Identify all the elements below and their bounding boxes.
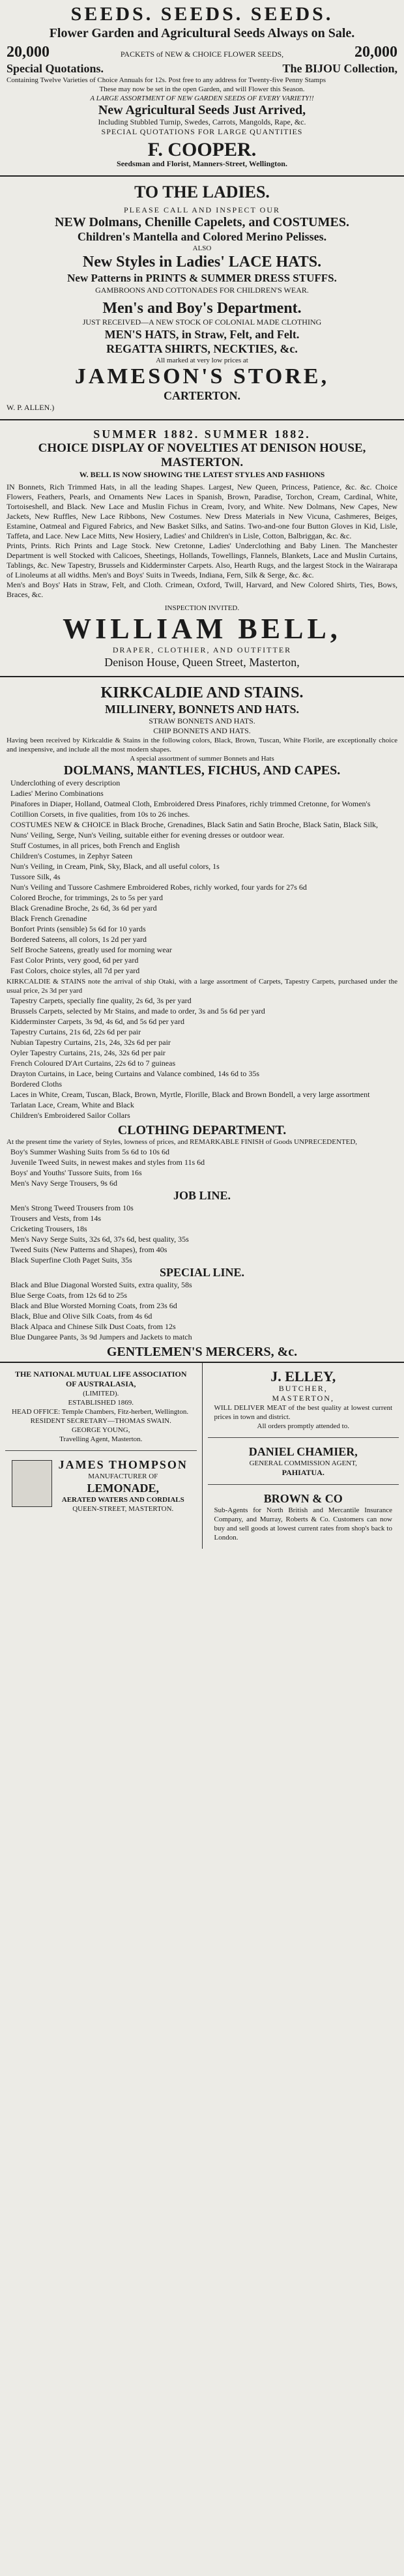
kirk-list-4-item: Trousers and Vests, from 14s [10, 1214, 102, 1223]
elley-name: J. ELLEY, [270, 1368, 336, 1384]
ladies-hats: MEN'S HATS, in Straw, Felt, and Felt. [104, 328, 300, 341]
seeds-special: SPECIAL QUOTATIONS FOR LARGE QUANTITIES [101, 127, 303, 136]
mutual-agent-role: Travelling Agent, Masterton. [59, 1435, 143, 1443]
ladies-store: JAMESON'S STORE, [74, 364, 330, 388]
kirk-list-5-item: Blue Serge Coats, from 12s 6d to 25s [10, 1291, 128, 1300]
ladies-received: JUST RECEIVED—A NEW STOCK OF COLONIAL MADE CLOTHING [82, 317, 322, 327]
ladies-town: CARTERTON. [164, 389, 240, 402]
thompson-name: JAMES THOMPSON [58, 1458, 188, 1471]
kirk-chip: CHIP BONNETS AND HATS. [153, 726, 251, 735]
ladies-title: TO THE LADIES. [134, 183, 270, 201]
thompson-street: QUEEN-STREET, MASTERTON. [72, 1505, 174, 1513]
divider [0, 676, 404, 677]
ladies-gambroons: GAMBROONS AND COTTONADES FOR CHILDREN'S WEAR. [95, 285, 309, 295]
seeds-bijou-note: These may now be set in the open Garden, and will Flower this Season. [99, 85, 305, 93]
chamier-role: GENERAL COMMISSION AGENT, [249, 1459, 357, 1467]
seeds-bijou: The BIJOU Collection, [282, 62, 397, 75]
kirk-clothing: CLOTHING DEPARTMENT. [117, 1123, 287, 1137]
ladies-call: PLEASE CALL AND INSPECT OUR [123, 205, 281, 214]
kirk-list-5-item: Blue Dungaree Pants, 3s 9d Jumpers and Jackets to match [10, 1332, 192, 1341]
chamier-town: PAHIATUA. [281, 1468, 325, 1477]
kirk-clothing-intro: At the present time the variety of Styles, lowness of prices, and REMARKABLE FINISH of Goods UNPRECEDENTED, [7, 1138, 358, 1146]
kirk-list-1-item: Nun's Veiling and Tussore Cashmere Embroidered Robes, richly worked, four yards for 27s 6d [10, 883, 307, 892]
kirk-carpet: KIRKCALDIE & STAINS note the arrival of ship Otaki, with a large assortment of Carpets, Tapestry Carpets, purchased under the usual price, 2s 3d per yard [7, 978, 397, 995]
seeds-agri: New Agricultural Seeds Just Arrived, [98, 103, 306, 117]
kirk-title: KIRKCALDIE AND STAINS. [100, 684, 304, 701]
seeds-count-right: 20,000 [354, 44, 397, 61]
kirk-list-2-item: Oyler Tapestry Curtains, 21s, 24s, 32s 6d per pair [10, 1048, 166, 1057]
mutual-advert [5, 1367, 197, 1446]
kirk-intro: Having been received by Kirkcaldie & Stains in the following colors, Black, Brown, Tuscan, White Florile, are exceptionally choice and inexpensive, and include all the most modern shapes. [7, 737, 397, 754]
ladies-also: ALSO [192, 244, 212, 252]
kirk-list-3-item: Boys' and Youths' Tussore Suits, from 16s [10, 1168, 142, 1177]
seeds-name: F. COOPER. [147, 139, 257, 160]
divider [208, 1437, 399, 1438]
mutual-limited: (LIMITED). [83, 1390, 119, 1398]
kirk-list-2-item: Bordered Cloths [10, 1079, 62, 1089]
elley-advert [208, 1367, 399, 1433]
bell-address: Denison House, Queen Street, Masterton, [104, 656, 300, 669]
elley-note: All orders promptly attended to. [257, 1422, 349, 1430]
kirk-list-5 [7, 1280, 397, 1342]
brown-advert [208, 1489, 399, 1545]
kirk-list-1-item: Pinafores in Diaper, Holland, Oatmeal Cloth, Embroidered Dress Pinafores, richly trimmed Cretonne, for Women's Cotillion Corsets, in five qualities, from 10s to 26 inches. [10, 799, 371, 819]
ladies-regatta: REGATTA SHIRTS, NECKTIES, &c. [106, 342, 298, 355]
kirk-list-4-item: Tweed Suits (New Patterns and Shapes), from 40s [10, 1245, 167, 1254]
seeds-bijou-desc: Containing Twelve Varieties of Choice Annuals for 12s. Post free to any address for Twenty-five Penny Stamps [7, 76, 326, 84]
kirk-list-1-item: Fast Color Prints, very good, 6d per yard [10, 956, 139, 965]
thompson-aerated: AERATED WATERS AND CORDIALS [61, 1496, 184, 1504]
kirk-straw: STRAW BONNETS AND HATS. [149, 716, 255, 725]
kirk-list-2-item: Brussels Carpets, selected by Mr Stains, and made to order, 3s and 5s 6d per yard [10, 1006, 265, 1016]
kirk-job: JOB LINE. [173, 1189, 231, 1202]
seeds-agri-desc: Including Stubbled Turnip, Swedes, Carrots, Mangolds, Rape, &c. [98, 117, 306, 126]
kirk-gentlemen: GENTLEMEN'S MERCERS, &c. [106, 1345, 298, 1359]
seeds-address: Seedsman and Florist, Manners-Street, Wellington. [117, 159, 287, 168]
kirk-list-2-item: Laces in White, Cream, Tuscan, Black, Brown, Myrtle, Florille, Black and Brown Bondell, a very large assortment [10, 1090, 370, 1099]
seeds-packets: PACKETS of NEW & CHOICE FLOWER SEEDS, [120, 50, 284, 59]
kirk-list-4-item: Men's Navy Serge Suits, 32s 6d, 37s 6d, best quality, 35s [10, 1235, 189, 1244]
kirk-assort: A special assortment of summer Bonnets and Hats [130, 755, 274, 763]
ladies-styles: New Styles in Ladies' LACE HATS. [82, 254, 322, 271]
kirk-list-2-item: Children's Embroidered Sailor Collars [10, 1111, 130, 1120]
kirk-list-1-item: Children's Costumes, in Zephyr Sateen [10, 851, 133, 860]
kirk-list-5-item: Black and Blue Worsted Morning Coats, from 23s 6d [10, 1301, 177, 1310]
divider [208, 1484, 399, 1485]
kirk-list-1-item: Black Grenadine Broche, 2s 6d, 3s 6d per yard [10, 903, 157, 913]
seeds-special-row [7, 61, 397, 76]
kirk-list-1-item: Bordered Sateens, all colors, 1s 2d per yard [10, 935, 147, 944]
kirk-list-4-item: Black Superfine Cloth Paget Suits, 35s [10, 1255, 132, 1265]
kirk-list-3-item: Men's Navy Serge Trousers, 9s 6d [10, 1178, 117, 1188]
bell-trade: DRAPER, CLOTHIER, AND OUTFITTER [112, 645, 292, 654]
bell-advert [0, 424, 404, 672]
kirk-list-3-item: Boy's Summer Washing Suits from 5s 6d to 10s 6d [10, 1147, 169, 1156]
bell-invite: INSPECTION INVITED. [164, 604, 240, 612]
ladies-children: Children's Mantella and Colored Merino Pelisses. [77, 230, 327, 243]
kirk-list-1-item: Underclothing of every description [10, 778, 121, 787]
divider [0, 175, 404, 177]
divider [0, 419, 404, 420]
kirk-list-2 [7, 995, 397, 1120]
chamier-advert [208, 1442, 399, 1480]
kirkcaldie-advert [0, 681, 404, 1362]
bottom-columns [0, 1362, 404, 1549]
kirk-list-2-item: Drayton Curtains, in Lace, being Curtains and Valance combined, 14s 6d to 35s [10, 1069, 260, 1078]
thompson-text [56, 1457, 190, 1514]
mutual-title: THE NATIONAL MUTUAL LIFE ASSOCIATION OF AUSTRALASIA, [14, 1369, 187, 1388]
seeds-advert [0, 0, 404, 171]
kirk-list-2-item: Tarlatan Lace, Cream, White and Black [10, 1100, 134, 1109]
kirk-list-1-item: Stuff Costumes, in all prices, both French and English [10, 841, 180, 850]
bell-choice: CHOICE DISPLAY OF NOVELTIES AT DENISON HOUSE, MASTERTON. [38, 441, 366, 469]
elley-trade: BUTCHER, [278, 1384, 328, 1393]
kirk-list-1-item: Fast Colors, choice styles, all 7d per yard [10, 966, 140, 975]
bell-body-3: Men's and Boys' Hats in Straw, Felt, and Cloth. Crimean, Oxford, Twill, Harvard, and New Colored Shirts, Ties, Bows, Braces, &c. [7, 580, 397, 599]
kirk-list-3 [7, 1147, 397, 1188]
mutual-office: HEAD OFFICE: Temple Chambers, Fitz-herbert, Wellington. [12, 1408, 189, 1416]
brown-name: BROWN & CO [263, 1492, 343, 1505]
kirk-sub: MILLINERY, BONNETS AND HATS. [105, 703, 299, 716]
ladies-prints: New Patterns in PRINTS & SUMMER DRESS STUFFS. [67, 272, 337, 284]
right-column [202, 1363, 404, 1549]
kirk-list-2-item: Tapestry Carpets, specially fine quality, 2s 6d, 3s per yard [10, 996, 192, 1005]
kirk-list-4 [7, 1203, 397, 1265]
brown-body: Sub-Agents for North British and Mercantile Insurance Company, and Murray, Roberts & Co. Customers can now buy and sell goods at lowest current rates from shop's back to London. [214, 1506, 392, 1542]
kirk-list-4-item: Cricketing Trousers, 18s [10, 1224, 87, 1233]
kirk-list-1-item: COSTUMES NEW & CHOICE in Black Broche, Grenadines, Black Satin and Satin Broche, Black Satin, Black Silk, Nuns' Veiling, Serge, Nun's Veiling, suitable either for evening dresses or outdoor wear. [10, 820, 379, 840]
elley-body: WILL DELIVER MEAT of the best quality at lowest current prices in town and district. [214, 1404, 392, 1421]
kirk-list-1-item: Tussore Silk, 4s [10, 872, 61, 881]
kirk-list-5-item: Black, Blue and Olive Silk Coats, from 4s 6d [10, 1311, 152, 1321]
thompson-advert [5, 1455, 197, 1516]
ladies-marked: All marked at very low prices at [156, 357, 248, 364]
ladies-new: NEW Dolmans, Chenille Capelets, and COSTUMES. [55, 215, 349, 229]
kirk-list-1-item: Ladies' Merino Combinations [10, 789, 104, 798]
thompson-banner [12, 1457, 190, 1514]
seeds-quotations: Special Quotations. [7, 62, 104, 75]
seeds-assortment: A LARGE ASSORTMENT OF NEW GARDEN SEEDS OF EVERY VARIETY!! [90, 95, 314, 102]
ladies-agent: W. P. ALLEN.) [7, 403, 55, 412]
kirk-list-1-item: Bonfort Prints (sensible) 5s 6d for 10 yards [10, 924, 146, 933]
mutual-agent: GEORGE YOUNG, [72, 1426, 130, 1434]
bell-body-2: Prints, Prints. Rich Prints and Lage Stock. New Cretonne, Ladies' Underclothing and Baby Linen. The Manchester Department is well Stocked with Calicoes, Sheetings, Hollands, Towellings, Flannels, Blankets, Lace and Muslin Curtains, Tablings, &c. New Tapestry, Brussels and Kidderminster Carpets. Also, Hearth Rugs, and the largest Stock in the Wairarapa of Linoleums at all widths. Men's and Boys' Suits in Tweeds, Indiana, Fern, Silk & Serge, &c. &c. [7, 541, 397, 579]
factory-engraving-icon [12, 1460, 52, 1507]
seeds-subtitle: Flower Garden and Agricultural Seeds Always on Sale. [49, 26, 355, 40]
left-column [0, 1363, 202, 1549]
ladies-advert [0, 181, 404, 415]
bell-summer: SUMMER 1882. SUMMER 1882. [93, 428, 311, 441]
kirk-list-1-item: Nun's Veiling, in Cream, Pink, Sky, Black, and all useful colors, 1s [10, 862, 220, 871]
thompson-manuf: MANUFACTURER OF [88, 1472, 158, 1480]
seeds-count-left: 20,000 [7, 44, 50, 61]
kirk-list-5-item: Black Alpaca and Chinese Silk Dust Coats, from 12s [10, 1322, 176, 1331]
elley-town: MASTERTON, [272, 1394, 334, 1403]
kirk-list-2-item: Tapestry Curtains, 21s 6d, 22s 6d per pair [10, 1027, 141, 1036]
kirk-list-1-item: Colored Broche, for trimmings, 2s to 5s per yard [10, 893, 163, 902]
bell-name: WILLIAM BELL, [63, 613, 341, 645]
mutual-sec: RESIDENT SECRETARY—THOMAS SWAIN. [30, 1417, 171, 1425]
kirk-list-5-item: Black and Blue Diagonal Worsted Suits, extra quality, 58s [10, 1280, 192, 1289]
ladies-mens: Men's and Boy's Department. [102, 300, 302, 317]
divider [5, 1450, 197, 1451]
kirk-list-4-item: Men's Strong Tweed Trousers from 10s [10, 1203, 134, 1212]
kirk-list-1-item: Self Broche Sateens, greatly used for morning wear [10, 945, 172, 954]
seeds-title: SEEDS. SEEDS. SEEDS. [70, 3, 334, 25]
kirk-dolmans: DOLMANS, MANTLES, FICHUS, AND CAPES. [63, 763, 341, 778]
kirk-list-2-item: French Coloured D'Art Curtains, 22s 6d to 7 guineas [10, 1059, 176, 1068]
kirk-list-3-item: Juvenile Tweed Suits, in newest makes and styles from 11s 6d [10, 1158, 205, 1167]
seeds-count-row [7, 43, 397, 61]
kirk-list-1-item: Black French Grenadine [10, 914, 87, 923]
kirk-list-2-item: Nubian Tapestry Curtains, 21s, 24s, 32s 6d per pair [10, 1038, 171, 1047]
bell-body: IN Bonnets, Rich Trimmed Hats, in all the leading Shapes. Largest, New Queen, Princess, Patience, &c. &c. Choice Flowers, Feathers, Pearls, and Ornaments New Laces in Spanish, Brown, Paradise, Torchon, Cream, Cardinal, White, Tortoiseshell, and Black. New Lace and Muslin Fichus in Cream, Ivory, and White. New Dolmans, New Capes, New Jackets, New Ruffles, New Lace Ribbons, New Costumes. New Dress Materials in New Vicuna, Cashmeres, Beiges, Estamine, Oatmeal and Figured Fabrics, and New Basket Silks, and Satins. Two-and-one four Button Gloves in Kid, Lisle, Taffeta, and Lace. New Lace Mitts, New Hosiery, Ladies' and Children's in Lisle, Cotton, Balbriggan, &c. &c. [7, 482, 397, 540]
chamier-name: DANIEL CHAMIER, [248, 1445, 358, 1458]
kirk-list-2-item: Kidderminster Carpets, 3s 9d, 4s 6d, and 5s 6d per yard [10, 1017, 184, 1026]
kirk-special: SPECIAL LINE. [159, 1266, 245, 1279]
kirk-list-1 [7, 778, 397, 976]
bell-showing: W. BELL IS NOW SHOWING THE LATEST STYLES AND FASHIONS [79, 470, 325, 479]
mutual-est: ESTABLISHED 1869. [68, 1399, 134, 1407]
thompson-lemonade: LEMONADE, [87, 1482, 159, 1495]
